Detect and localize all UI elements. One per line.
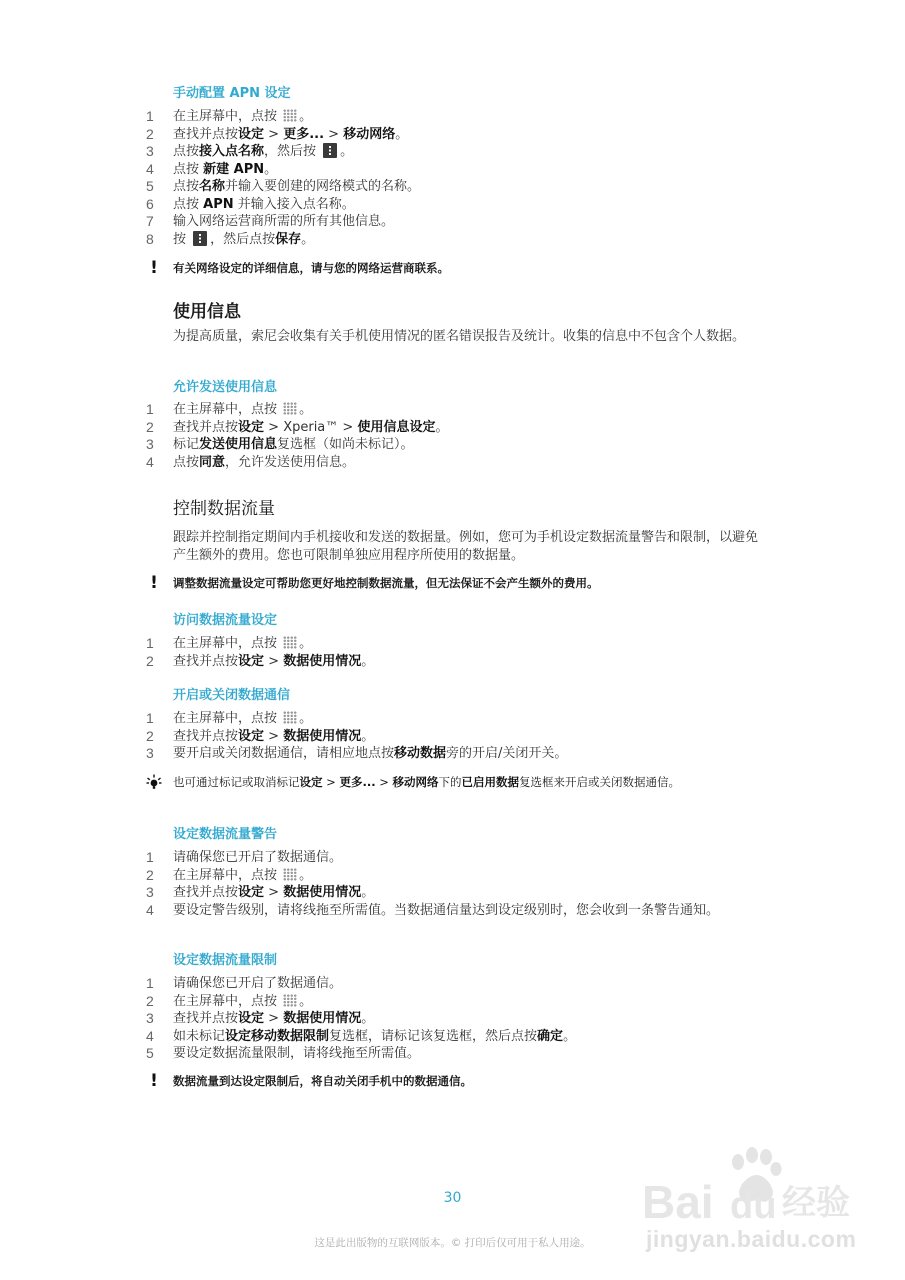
step-item — [146, 849, 766, 867]
step-text: 输入网络运营商所需的所有其他信息。 — [173, 214, 395, 229]
ui-term: 更多... — [283, 126, 325, 142]
ui-term: 设定 — [238, 885, 265, 900]
step-text: 在主屏幕中，点按 。 — [173, 867, 313, 883]
step-text: 在主屏幕中，点按 。 — [173, 993, 313, 1009]
step-item — [146, 454, 766, 472]
step-item — [146, 161, 766, 179]
access-steps — [146, 635, 766, 670]
warning-steps — [146, 849, 766, 919]
step-number: 1 — [146, 635, 154, 651]
step-text: 点按 新建 APN。 — [173, 161, 278, 177]
step-text: 要设定警告级别，请将线拖至所需值。当数据通信量达到设定级别时，您会收到一条警告通知。 — [173, 902, 720, 918]
ui-term: 数据使用情况 — [283, 653, 362, 669]
step-number: 7 — [146, 213, 154, 229]
step-item — [146, 419, 766, 437]
step-item — [146, 635, 766, 653]
step-item — [146, 1045, 766, 1063]
step-number: 4 — [146, 1027, 154, 1044]
apn-note-text: 有关网络设定的详细信息，请与您的网络运营商联系。 — [173, 261, 449, 275]
step-item — [146, 401, 766, 419]
step-number: 1 — [146, 108, 154, 124]
step-text: 在主屏幕中，点按 。 — [173, 711, 313, 726]
step-number: 2 — [146, 866, 154, 883]
step-number: 2 — [146, 727, 154, 744]
step-text: 查找并点按设定 > 数据使用情况。 — [173, 728, 375, 744]
step-text: 点按名称并输入要创建的网络模式的名称。 — [173, 179, 421, 194]
page-number: 30 — [443, 1190, 462, 1206]
data-description: 跟踪并控制指定期间内手机接收和发送的数据量。例如，您可为手机设定数据流量警告和限制，以避免产生额外的费用。您也可限制单独应用程序所使用的数据量。 — [173, 530, 759, 563]
step-text: 按 ，然后点按保存。 — [173, 231, 315, 247]
limit-steps — [146, 975, 766, 1063]
step-number: 4 — [146, 453, 154, 470]
step-item — [146, 143, 766, 161]
ui-term: 已启用数据 — [461, 775, 520, 789]
usage-title: 使用信息 — [173, 302, 241, 322]
ui-term: 数据使用情况 — [283, 728, 362, 744]
step-text: 查找并点按设定 > 数据使用情况。 — [173, 1011, 375, 1026]
menu-key-icon — [323, 143, 337, 158]
limit-note — [146, 1073, 756, 1089]
step-text: 请确保您已开启了数据通信。 — [173, 850, 343, 865]
step-number: 3 — [146, 1010, 154, 1026]
usage-subheading: 允许发送使用信息 — [173, 380, 278, 395]
exclamation-icon: ! — [150, 258, 158, 278]
watermark-product: 经验 — [782, 1183, 850, 1223]
ui-term: 设定 — [238, 419, 265, 435]
access-heading: 访问数据流量设定 — [173, 613, 278, 628]
ui-term: 设定 — [299, 775, 323, 789]
usage-description: 为提高质量，索尼会收集有关手机使用情况的匿名错误报告及统计。收集的信息中不包含个人数据。 — [173, 329, 746, 344]
step-number: 4 — [146, 160, 154, 177]
limit-heading: 设定数据流量限制 — [173, 953, 278, 968]
ui-term: 数据使用情况 — [283, 1011, 362, 1026]
step-item — [146, 902, 766, 920]
ui-term: 确定 — [537, 1028, 564, 1044]
ui-term: 设定 — [238, 126, 265, 142]
step-text: 在主屏幕中，点按 。 — [173, 636, 313, 651]
lightbulb-icon — [146, 774, 162, 790]
step-number: 3 — [146, 884, 154, 900]
step-number: 5 — [146, 178, 154, 194]
apn-note — [146, 260, 756, 276]
menu-key-icon — [193, 231, 207, 246]
step-item — [146, 196, 766, 214]
step-item — [146, 1010, 766, 1028]
ui-term: 设定 — [238, 653, 265, 669]
step-number: 4 — [146, 901, 154, 918]
toggle-heading: 开启或关闭数据通信 — [173, 688, 291, 703]
ui-term: 新建 APN — [203, 161, 265, 177]
data-title: 控制数据流量 — [173, 499, 275, 519]
watermark-brand2: du — [730, 1185, 777, 1227]
limit-note-text: 数据流量到达设定限制后，将自动关闭手机中的数据通信。 — [173, 1074, 472, 1088]
ui-term: 数据使用情况 — [283, 885, 362, 900]
ui-term: 移动网络 — [343, 126, 396, 142]
step-item — [146, 178, 766, 196]
warning-heading: 设定数据流量警告 — [173, 827, 278, 842]
ui-term: 设定 — [238, 728, 265, 744]
ui-term: 移动网络 — [392, 775, 439, 789]
step-number: 2 — [146, 418, 154, 435]
step-item — [146, 975, 766, 993]
step-item — [146, 745, 766, 763]
step-number: 1 — [146, 849, 154, 865]
step-text: 点按接入点名称，然后按 。 — [173, 144, 354, 159]
ui-term: 使用信息设定 — [357, 419, 436, 435]
data-note-text: 调整数据流量设定可帮助您更好地控制数据流量，但无法保证不会产生额外的费用。 — [173, 576, 599, 590]
toggle-tip — [146, 774, 756, 790]
watermark-url: jingyan.baidu.com — [646, 1226, 857, 1252]
step-text: 要设定数据流量限制，请将线拖至所需值。 — [173, 1046, 421, 1061]
toggle-steps — [146, 710, 766, 763]
usage-steps — [146, 401, 766, 471]
apn-heading: 手动配置 APN 设定 — [173, 86, 291, 101]
step-number: 8 — [146, 230, 154, 247]
footer-copyright: 这是此出版物的互联网版本。© 打印后仅可用于私人用途。 — [314, 1237, 591, 1249]
ui-term: 设定移动数据限制 — [225, 1028, 330, 1044]
baidu-watermark — [642, 1142, 892, 1272]
ui-term: 名称 — [199, 179, 226, 194]
step-item — [146, 126, 766, 144]
app-grid-icon — [283, 868, 297, 881]
ui-term: 移动数据 — [394, 746, 447, 761]
step-item — [146, 436, 766, 454]
exclamation-icon: ! — [150, 1071, 158, 1091]
step-number: 2 — [146, 125, 154, 142]
step-number: 5 — [146, 1045, 154, 1061]
step-text: 如未标记设定移动数据限制复选框，请标记该复选框，然后点按确定。 — [173, 1028, 577, 1044]
app-grid-icon — [283, 402, 297, 415]
ui-term: 保存 — [275, 231, 302, 247]
step-text: 要开启或关闭数据通信，请相应地点按移动数据旁的开启/关闭开关。 — [173, 746, 568, 761]
baidu-paw-logo-icon — [642, 1142, 892, 1227]
step-number: 2 — [146, 652, 154, 669]
ui-term: APN — [203, 196, 234, 212]
step-number: 6 — [146, 195, 154, 212]
step-item — [146, 867, 766, 885]
exclamation-icon: ! — [150, 573, 158, 593]
step-item — [146, 1028, 766, 1046]
step-item — [146, 884, 766, 902]
ui-term: 发送使用信息 — [199, 437, 278, 452]
step-number: 3 — [146, 143, 154, 159]
step-item — [146, 231, 766, 249]
step-number: 1 — [146, 710, 154, 726]
toggle-tip-text: 也可通过标记或取消标记设定 > 更多... > 移动网络下的已启用数据复选框来开启或关闭数据通信。 — [173, 775, 681, 789]
app-grid-icon — [283, 994, 297, 1007]
step-text: 标记发送使用信息复选框（如尚未标记）。 — [173, 437, 414, 452]
step-item — [146, 653, 766, 671]
step-text: 在主屏幕中，点按 。 — [173, 402, 313, 417]
step-item — [146, 993, 766, 1011]
step-text: 点按 APN 并输入接入点名称。 — [173, 196, 355, 212]
app-grid-icon — [283, 636, 297, 649]
step-number: 1 — [146, 975, 154, 991]
step-item — [146, 728, 766, 746]
step-item — [146, 108, 766, 126]
data-note — [146, 575, 756, 591]
ui-term: 接入点名称 — [199, 144, 265, 159]
step-number: 1 — [146, 401, 154, 417]
step-text: 查找并点按设定 > 数据使用情况。 — [173, 653, 375, 669]
step-text: 查找并点按设定 > Xperia™ > 使用信息设定。 — [173, 419, 449, 435]
step-text: 查找并点按设定 > 更多... > 移动网络。 — [173, 126, 409, 142]
ui-term: 同意 — [199, 454, 226, 470]
watermark-brand: Bai — [642, 1176, 714, 1227]
app-grid-icon — [283, 711, 297, 724]
step-item — [146, 213, 766, 231]
step-text: 查找并点按设定 > 数据使用情况。 — [173, 885, 375, 900]
app-grid-icon — [283, 109, 297, 122]
apn-steps — [146, 108, 766, 248]
step-number: 3 — [146, 436, 154, 452]
step-number: 2 — [146, 992, 154, 1009]
ui-term: 设定 — [238, 1011, 265, 1026]
ui-term: 更多... — [339, 775, 376, 789]
step-text: 在主屏幕中，点按 。 — [173, 109, 313, 124]
step-text: 点按同意，允许发送使用信息。 — [173, 454, 356, 470]
step-number: 3 — [146, 745, 154, 761]
step-text: 请确保您已开启了数据通信。 — [173, 976, 343, 991]
step-item — [146, 710, 766, 728]
